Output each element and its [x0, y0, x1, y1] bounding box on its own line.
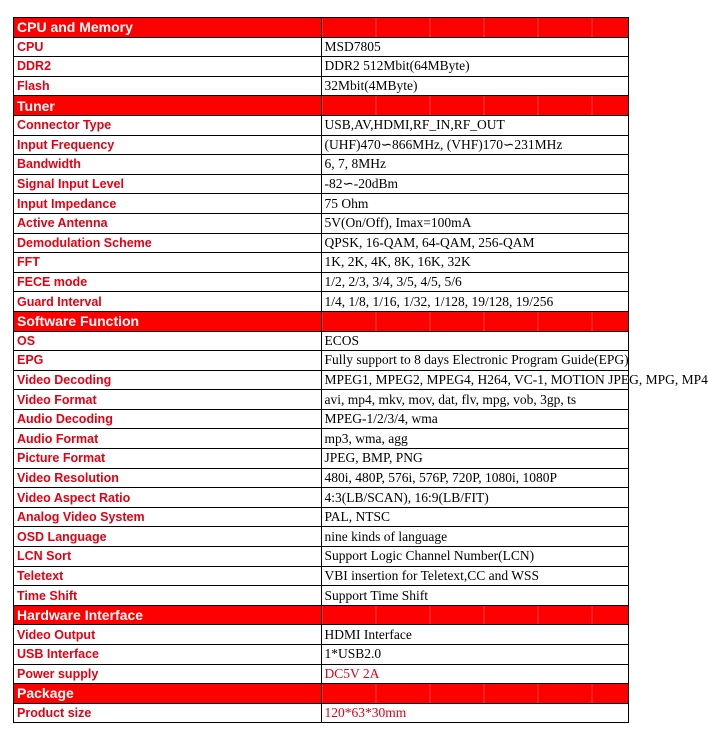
spec-row: [14, 213, 629, 233]
spec-value: 32Mbit(4MByte): [321, 76, 629, 96]
spec-value: -82∽-20dBm: [321, 174, 629, 194]
spec-row: [14, 351, 629, 371]
spec-value: 480i, 480P, 576i, 576P, 720P, 1080i, 1080P: [321, 468, 629, 488]
spec-label: Active Antenna: [14, 213, 322, 233]
spec-label: Bandwidth: [14, 155, 322, 175]
spec-row: [14, 57, 629, 77]
spec-label: Analog Video System: [14, 507, 322, 527]
spec-row: [14, 174, 629, 194]
spec-value: 1*USB2.0: [321, 645, 629, 665]
spec-value: avi, mp4, mkv, mov, dat, flv, mpg, vob, 3gp, ts: [321, 390, 629, 410]
spec-label: Video Resolution: [14, 468, 322, 488]
spec-value: VBI insertion for Teletext,CC and WSS: [321, 566, 629, 586]
section-header-fill: [321, 311, 629, 331]
spec-label: FECE mode: [14, 272, 322, 292]
spec-row: [14, 331, 629, 351]
spec-value: 75 Ohm: [321, 194, 629, 214]
spec-row: [14, 625, 629, 645]
spec-value: mp3, wma, agg: [321, 429, 629, 449]
spec-row: [14, 429, 629, 449]
section-header: [14, 684, 629, 704]
spec-value: 4:3(LB/SCAN), 16:9(LB/FIT): [321, 488, 629, 508]
spec-label: EPG: [14, 351, 322, 371]
spec-value: Support Time Shift: [321, 586, 629, 606]
spec-row: [14, 527, 629, 547]
spec-value: 1K, 2K, 4K, 8K, 16K, 32K: [321, 253, 629, 273]
spec-label: Guard Interval: [14, 292, 322, 312]
spec-value: MPEG-1/2/3/4, wma: [321, 409, 629, 429]
spec-row: [14, 449, 629, 469]
section-title: Package: [14, 684, 322, 704]
spec-label: FFT: [14, 253, 322, 273]
spec-row: [14, 664, 629, 684]
spec-value: 1/4, 1/8, 1/16, 1/32, 1/128, 19/128, 19/256: [321, 292, 629, 312]
spec-label: Product size: [14, 703, 322, 723]
spec-value: (UHF)470∽866MHz, (VHF)170∽231MHz: [321, 135, 629, 155]
spec-label: Video Aspect Ratio: [14, 488, 322, 508]
spec-label: Teletext: [14, 566, 322, 586]
spec-label: USB Interface: [14, 645, 322, 665]
spec-value: DC5V 2A: [321, 664, 629, 684]
spec-row: [14, 566, 629, 586]
spec-value: QPSK, 16-QAM, 64-QAM, 256-QAM: [321, 233, 629, 253]
spec-value: JPEG, BMP, PNG: [321, 449, 629, 469]
spec-value: USB,AV,HDMI,RF_IN,RF_OUT: [321, 115, 629, 135]
spec-label: OSD Language: [14, 527, 322, 547]
spec-row: [14, 507, 629, 527]
spec-row: [14, 194, 629, 214]
spec-value: 1/2, 2/3, 3/4, 3/5, 4/5, 5/6: [321, 272, 629, 292]
section-title: CPU and Memory: [14, 18, 322, 38]
spec-label: Video Format: [14, 390, 322, 410]
spec-label: Flash: [14, 76, 322, 96]
spec-row: [14, 37, 629, 57]
spec-row: [14, 645, 629, 665]
spec-row: [14, 155, 629, 175]
spec-label: OS: [14, 331, 322, 351]
section-title: Tuner: [14, 96, 322, 116]
spec-row: [14, 703, 629, 723]
spec-label: LCN Sort: [14, 547, 322, 567]
spec-label: Video Output: [14, 625, 322, 645]
spec-value: Fully support to 8 days Electronic Program Guide(EPG): [321, 351, 629, 371]
section-header-fill: [321, 18, 629, 38]
spec-value: nine kinds of language: [321, 527, 629, 547]
spec-value: 6, 7, 8MHz: [321, 155, 629, 175]
spec-row: [14, 547, 629, 567]
spec-row: [14, 76, 629, 96]
section-header: [14, 18, 629, 38]
spec-row: [14, 409, 629, 429]
section-title: Software Function: [14, 311, 322, 331]
spec-row: [14, 233, 629, 253]
spec-label: Video Decoding: [14, 370, 322, 390]
spec-row: [14, 272, 629, 292]
spec-label: CPU: [14, 37, 322, 57]
spec-label: Power supply: [14, 664, 322, 684]
spec-label: Demodulation Scheme: [14, 233, 322, 253]
spec-value: ECOS: [321, 331, 629, 351]
spec-table: [13, 17, 708, 723]
spec-label: Audio Decoding: [14, 409, 322, 429]
spec-value: HDMI Interface: [321, 625, 629, 645]
spec-row: [14, 135, 629, 155]
spec-row: [14, 390, 629, 410]
spec-value: PAL, NTSC: [321, 507, 629, 527]
spec-row: [14, 292, 629, 312]
spec-row: [14, 253, 629, 273]
spec-label: DDR2: [14, 57, 322, 77]
spec-label: Input Frequency: [14, 135, 322, 155]
section-header: [14, 311, 629, 331]
section-header: [14, 605, 629, 625]
spec-label: Audio Format: [14, 429, 322, 449]
spec-row: [14, 488, 629, 508]
spec-value: MSD7805: [321, 37, 629, 57]
spec-value: 120*63*30mm: [321, 703, 629, 723]
spec-label: Connector Type: [14, 115, 322, 135]
spec-label: Time Shift: [14, 586, 322, 606]
spec-row: [14, 586, 629, 606]
spec-value: 5V(On/Off), Imax=100mA: [321, 213, 629, 233]
spec-label: Signal Input Level: [14, 174, 322, 194]
spec-label: Picture Format: [14, 449, 322, 469]
spec-row: [14, 370, 629, 390]
spec-label: Input Impedance: [14, 194, 322, 214]
spec-table-body: [14, 18, 708, 723]
section-header-fill: [321, 605, 629, 625]
section-header: [14, 96, 629, 116]
section-header-fill: [321, 96, 629, 116]
spec-row: [14, 468, 629, 488]
spec-value: MPEG1, MPEG2, MPEG4, H264, VC-1, MOTION JPEG, MPG, MP4: [321, 370, 629, 390]
spec-value: Support Logic Channel Number(LCN): [321, 547, 629, 567]
section-header-fill: [321, 684, 629, 704]
spec-row: [14, 115, 629, 135]
section-title: Hardware Interface: [14, 605, 322, 625]
spec-value: DDR2 512Mbit(64MByte): [321, 57, 629, 77]
